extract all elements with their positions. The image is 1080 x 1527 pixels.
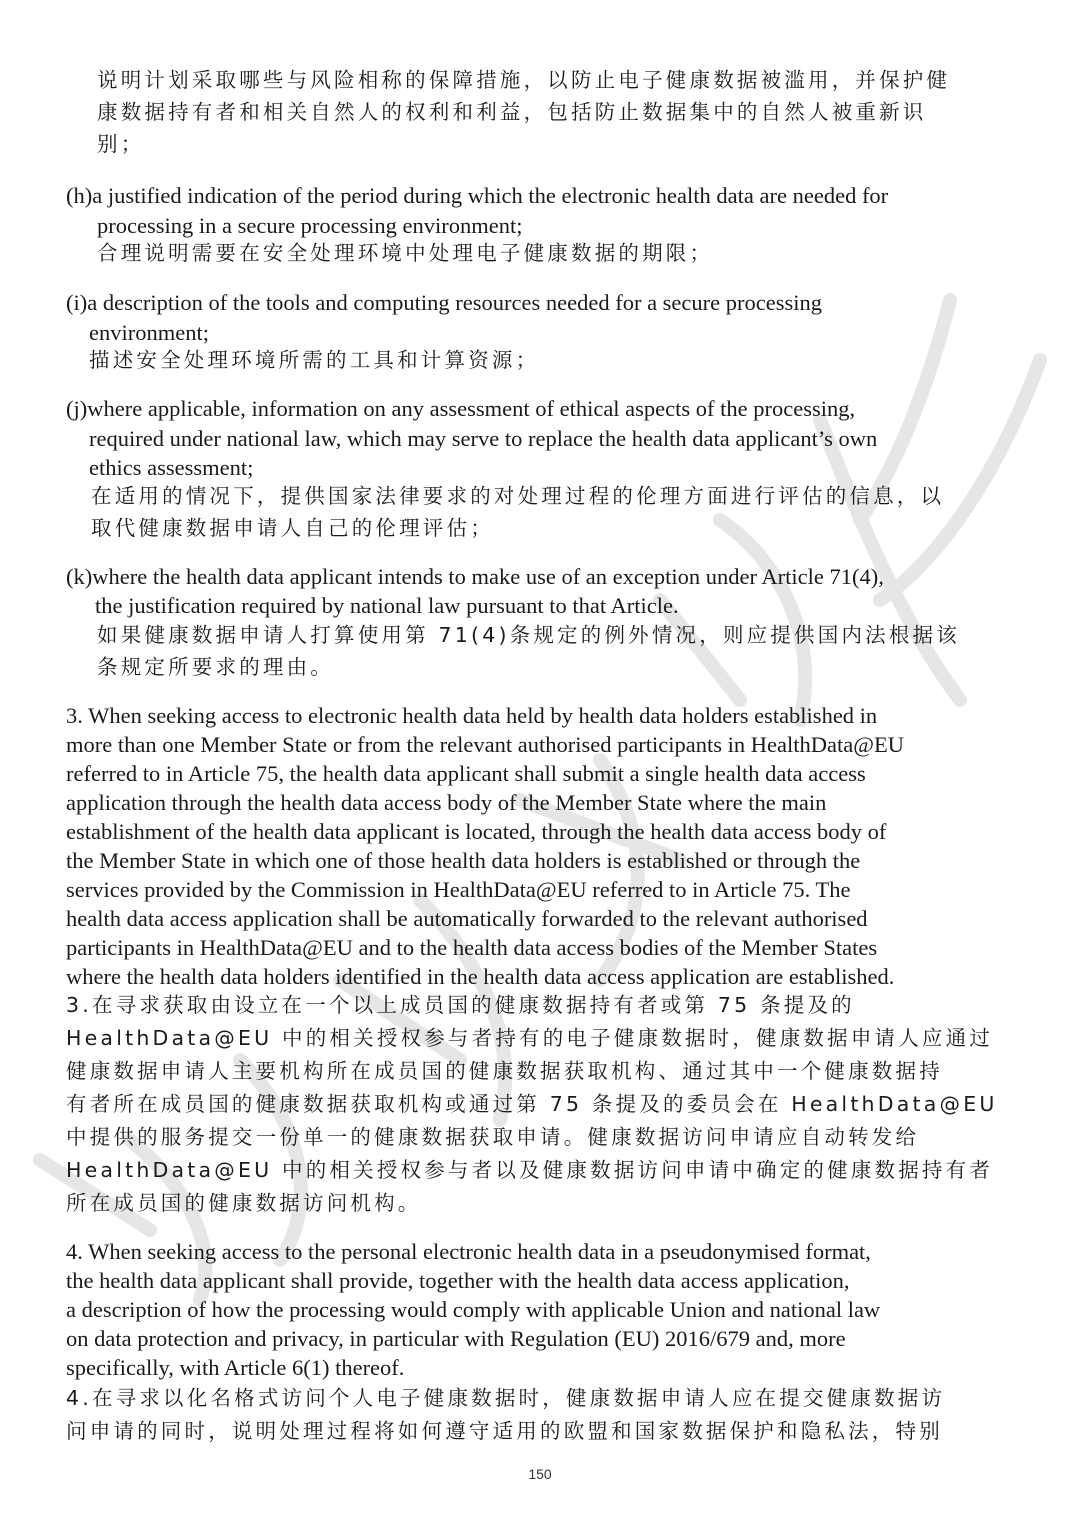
text-line-zh: HealthData@EU 中的相关授权参与者持有的电子健康数据时，健康数据申请人应通过: [66, 1026, 994, 1050]
text-line-zh: 4.在寻求以化名格式访问个人电子健康数据时，健康数据申请人应在提交健康数据访: [66, 1386, 946, 1410]
text-line-en: (k)where the health data applicant intends to make use of an exception under Article 71(4),: [66, 564, 884, 589]
text-line-en: on data protection and privacy, in particular with Regulation (EU) 2016/679 and, more: [66, 1326, 846, 1351]
text-line-en: the Member State in which one of those health data holders is established or through the: [66, 848, 861, 873]
text-line-en: more than one Member State or from the relevant authorised participants in HealthData@EU: [66, 732, 904, 757]
text-line-en: the justification required by national law pursuant to that Article.: [95, 593, 679, 618]
text-line-en: 3. When seeking access to electronic health data held by health data holders established in: [66, 703, 878, 728]
text-line-zh: 健康数据申请人主要机构所在成员国的健康数据获取机构、通过其中一个健康数据持: [66, 1059, 943, 1083]
text-line-en: referred to in Article 75, the health data applicant shall submit a single health data access: [66, 761, 866, 786]
text-line-zh: 问申请的同时，说明处理过程将如何遵守适用的欧盟和国家数据保护和隐私法，特别: [66, 1419, 943, 1443]
text-line-en: (i)a description of the tools and computing resources needed for a secure processing: [66, 290, 822, 315]
text-line-zh: 取代健康数据申请人自己的伦理评估；: [91, 516, 494, 540]
text-line-en: specifically, with Article 6(1) thereof.: [66, 1355, 405, 1380]
text-line-zh: 描述安全处理环境所需的工具和计算资源；: [89, 348, 540, 372]
text-line-zh: 别；: [97, 132, 145, 156]
text-line-en: where the health data holders identified in the health data access application are established.: [66, 964, 895, 989]
text-line-en: environment;: [89, 320, 209, 345]
text-line-en: a description of how the processing would comply with applicable Union and national law: [66, 1297, 881, 1322]
text-line-en: (h)a justified indication of the period during which the electronic health data are needed for: [66, 183, 889, 208]
text-line-en: application through the health data access body of the Member State where the main: [66, 790, 827, 815]
text-line-zh: 所在成员国的健康数据访问机构。: [66, 1191, 422, 1215]
text-line-zh: 3.在寻求获取由设立在一个以上成员国的健康数据持有者或第 75 条提及的: [66, 993, 855, 1017]
text-line-en: services provided by the Commission in HealthData@EU referred to in Article 75. The: [66, 877, 851, 902]
page-number: 150: [528, 1466, 552, 1482]
text-line-en: participants in HealthData@EU and to the health data access bodies of the Member States: [66, 935, 878, 960]
text-line-zh: 说明计划采取哪些与风险相称的保障措施，以防止电子健康数据被滥用，并保护健: [97, 68, 951, 92]
text-line-en: 4. When seeking access to the personal electronic health data in a pseudonymised format,: [66, 1239, 871, 1264]
text-line-en: ethics assessment;: [89, 455, 254, 480]
text-line-en: (j)where applicable, information on any assessment of ethical aspects of the processing,: [66, 396, 856, 421]
text-line-en: required under national law, which may serve to replace the health data applicant’s own: [89, 426, 878, 451]
text-line-en: health data access application shall be automatically forwarded to the relevant authorised: [66, 906, 868, 931]
text-line-en: establishment of the health data applicant is located, through the health data access body of: [66, 819, 887, 844]
text-line-zh: 条规定所要求的理由。: [97, 655, 334, 679]
text-line-zh: HealthData@EU 中的相关授权参与者以及健康数据访问申请中确定的健康数据持有者: [66, 1158, 994, 1182]
text-line-en: the health data applicant shall provide, together with the health data access application,: [66, 1268, 850, 1293]
text-line-zh: 如果健康数据申请人打算使用第 71(4)条规定的例外情况，则应提供国内法根据该: [97, 623, 960, 647]
text-line-zh: 中提供的服务提交一份单一的健康数据获取申请。健康数据访问申请应自动转发给: [66, 1125, 920, 1149]
text-line-zh: 合理说明需要在安全处理环境中处理电子健康数据的期限；: [97, 241, 714, 265]
text-line-zh: 有者所在成员国的健康数据获取机构或通过第 75 条提及的委员会在 HealthData@EU: [66, 1092, 998, 1116]
text-line-zh: 康数据持有者和相关自然人的权利和利益，包括防止数据集中的自然人被重新识: [97, 100, 927, 124]
text-line-zh: 在适用的情况下，提供国家法律要求的对处理过程的伦理方面进行评估的信息，以: [91, 484, 945, 508]
text-line-en: processing in a secure processing environment;: [97, 213, 523, 238]
